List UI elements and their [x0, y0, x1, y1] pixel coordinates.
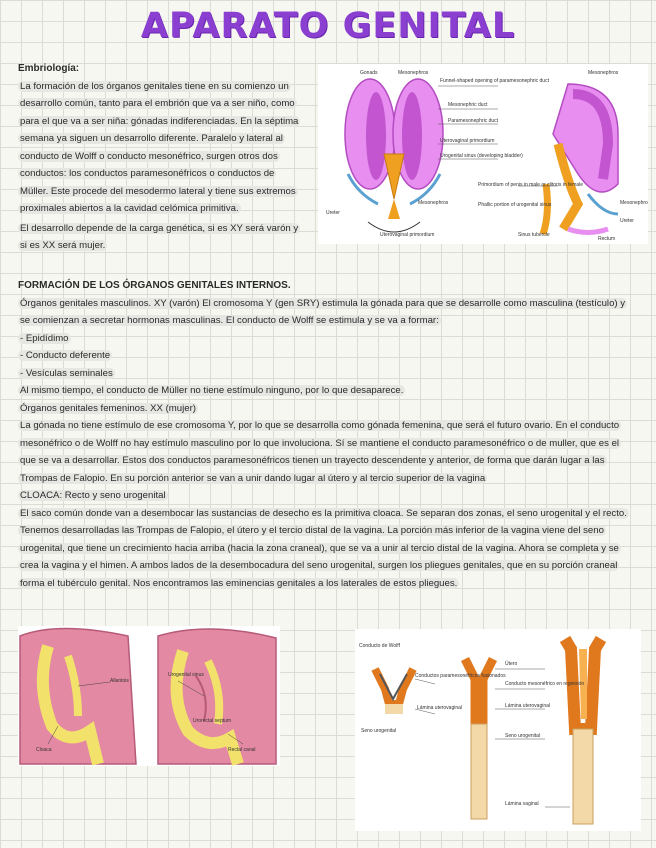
fig3-label-8: Lámina vaginal: [505, 801, 539, 807]
fig1-label-5: Uterovaginal primordium: [440, 138, 495, 144]
cloaca-diagram: [18, 626, 280, 766]
fig1-label-8: Phallic portion of urogenital sinus: [478, 202, 552, 208]
uterovaginal-diagram: [355, 629, 641, 831]
fig2-label-4: Urorectal septum: [193, 718, 232, 724]
genital-ducts-figure: [318, 64, 648, 244]
fig3-label-4: Útero: [505, 661, 518, 667]
genetic-load-paragraph: El desarrollo depende de la carga genética, si es XY será varón y si es XX será mujer.: [20, 222, 299, 251]
fig3-label-2: Lámina uterovaginal: [417, 705, 463, 711]
genital-ducts-diagram: [318, 64, 648, 244]
fig1-label-9: Mesonephros: [588, 70, 619, 76]
cloaca-heading: CLOACA: Recto y seno urogenital: [20, 490, 166, 501]
cloaca-figure: [18, 626, 280, 766]
fig1-label-12: Sinus tubercle: [518, 232, 550, 238]
embryology-section: [18, 60, 303, 255]
fig1-label-6: Urogenital sinus (developing bladder): [440, 153, 523, 159]
fig3-label-0: Conducto de Wolff: [359, 643, 400, 649]
embryology-heading: Embriología:: [18, 63, 80, 74]
fig1-label-13: Rectum: [598, 236, 616, 242]
fig3-label-1: Conductos paramesonéfricos fusionados: [415, 673, 506, 679]
fig3-label-6: Lámina uterovaginal: [505, 703, 551, 709]
female-organs-heading: Órganos genitales femeninos. XX (mujer): [20, 402, 196, 414]
fig2-label-3: Rectal canal: [228, 747, 256, 753]
female-organs-text: La gónada no tiene estímulo de ese cromosoma Y, por lo que se desarrolla como gónada femenina, que será el futuro ovario. En el conducto mesonéfrico o de Wolff no hay estímulo masculino por lo que involuciona. Sí se mantiene el conducto paramesonéfrico o de muller, que es el que se va a desarrollar. Estos dos conductos paramesonéfricos tienen un trayecto descendente y anterior, de forma que darán lugar a las Trompas de Falopio. En su porción anterior se van a unir dando lugar al útero y al tercio superior de la vagina: [20, 420, 620, 484]
male-item-seminal-vesicles: - Vesículas seminales: [20, 367, 113, 379]
fig3-label-7: Seno urogenital: [505, 733, 541, 739]
fig3-label-3: Seno urogenital: [361, 728, 397, 734]
fig1-label-0: Gonads: [360, 70, 378, 76]
fig1-label-10: Ureter: [326, 210, 340, 216]
male-item-vas-deferens: - Conducto deferente: [20, 350, 111, 361]
fig1-label-14: Mesonephros: [418, 200, 449, 206]
fig3-label-5: Conducto mesonéfrico en regresión: [505, 681, 585, 687]
fig2-label-2: Urogenital sinus: [168, 672, 204, 678]
fig2-label-0: Allantois: [110, 678, 129, 684]
fig1-label-15: Mesonephros: [620, 200, 648, 206]
embryology-paragraph: La formación de los órganos genitales tiene en su comienzo un desarrollo común, tanto para el embrión que va a ser niño, como para el que va a ser niña: gónadas indiferenciadas. En la séptima semana ya siguen un desarrollo diferente. Paralelo y lateral al conducto de Wolff o conducto mesonéfrico, surgen otros dos conductos: los conductos paramesonéfricos o conductos de Müller. Este procede del mesodermo lateral y tiene sus extremos proximales abiertos a la cavidad celómica primitiva.: [20, 80, 299, 214]
fig1-label-1: Mesonephros: [398, 70, 429, 76]
fig1-label-4: Paramesonephric duct: [448, 118, 499, 124]
fig1-label-2: Funnel-shaped opening of paramesonephric duct: [440, 78, 549, 84]
muller-regression-text: Al mismo tiempo, el conducto de Müller no tiene estímulo ninguno, por lo que desaparece.: [20, 385, 404, 396]
internal-organs-section: [18, 277, 630, 592]
fig1-label-16: Ureter: [620, 218, 634, 224]
uterovaginal-figure: [355, 629, 641, 831]
fig1-label-3: Mesonephric duct: [448, 102, 488, 108]
page-title: APARATO GENITAL: [140, 6, 516, 46]
fig1-label-11: Uterovaginal primordium: [380, 232, 435, 238]
internal-organs-heading: FORMACIÓN DE LOS ÓRGANOS GENITALES INTERNOS.: [18, 280, 291, 291]
male-organs-intro: Órganos genitales masculinos. XY (varón) El cromosoma Y (gen SRY) estimula la gónada para que se desarrolle como masculina (testículo) y se comienzan a secretar hormonas masculinas. El conducto de Wolff se estimula y se va a formar:: [20, 297, 626, 326]
fig2-label-1: Cloaca: [36, 747, 52, 753]
fig1-label-7: Primordium of penis in male or clitoris in female: [478, 182, 584, 188]
male-item-epididymis: - Epidídimo: [20, 332, 69, 344]
cloaca-text: El saco común donde van a desembocar las sustancias de desecho es la primitiva cloaca. Se separan dos zonas, el seno urogenital y el recto. Tenemos desarrolladas las Trompas de Falopio, el útero y el tercio distal de la vagina. La porción más inferior de la vagina viene del seno urogenital, que tiene un crecimiento hacia arriba (hacia la zona craneal), que se va a unir al tercio distal de la vagina. Ahora se completa y se crea la vagina y el himen. A ambos lados de la desembocadura del seno urogenital, surgen los pliegues genitales, que en su porción craneal forma el tubérculo genital. Nos encontramos las eminencias genitales a los laterales de estos pliegues.: [20, 507, 627, 589]
